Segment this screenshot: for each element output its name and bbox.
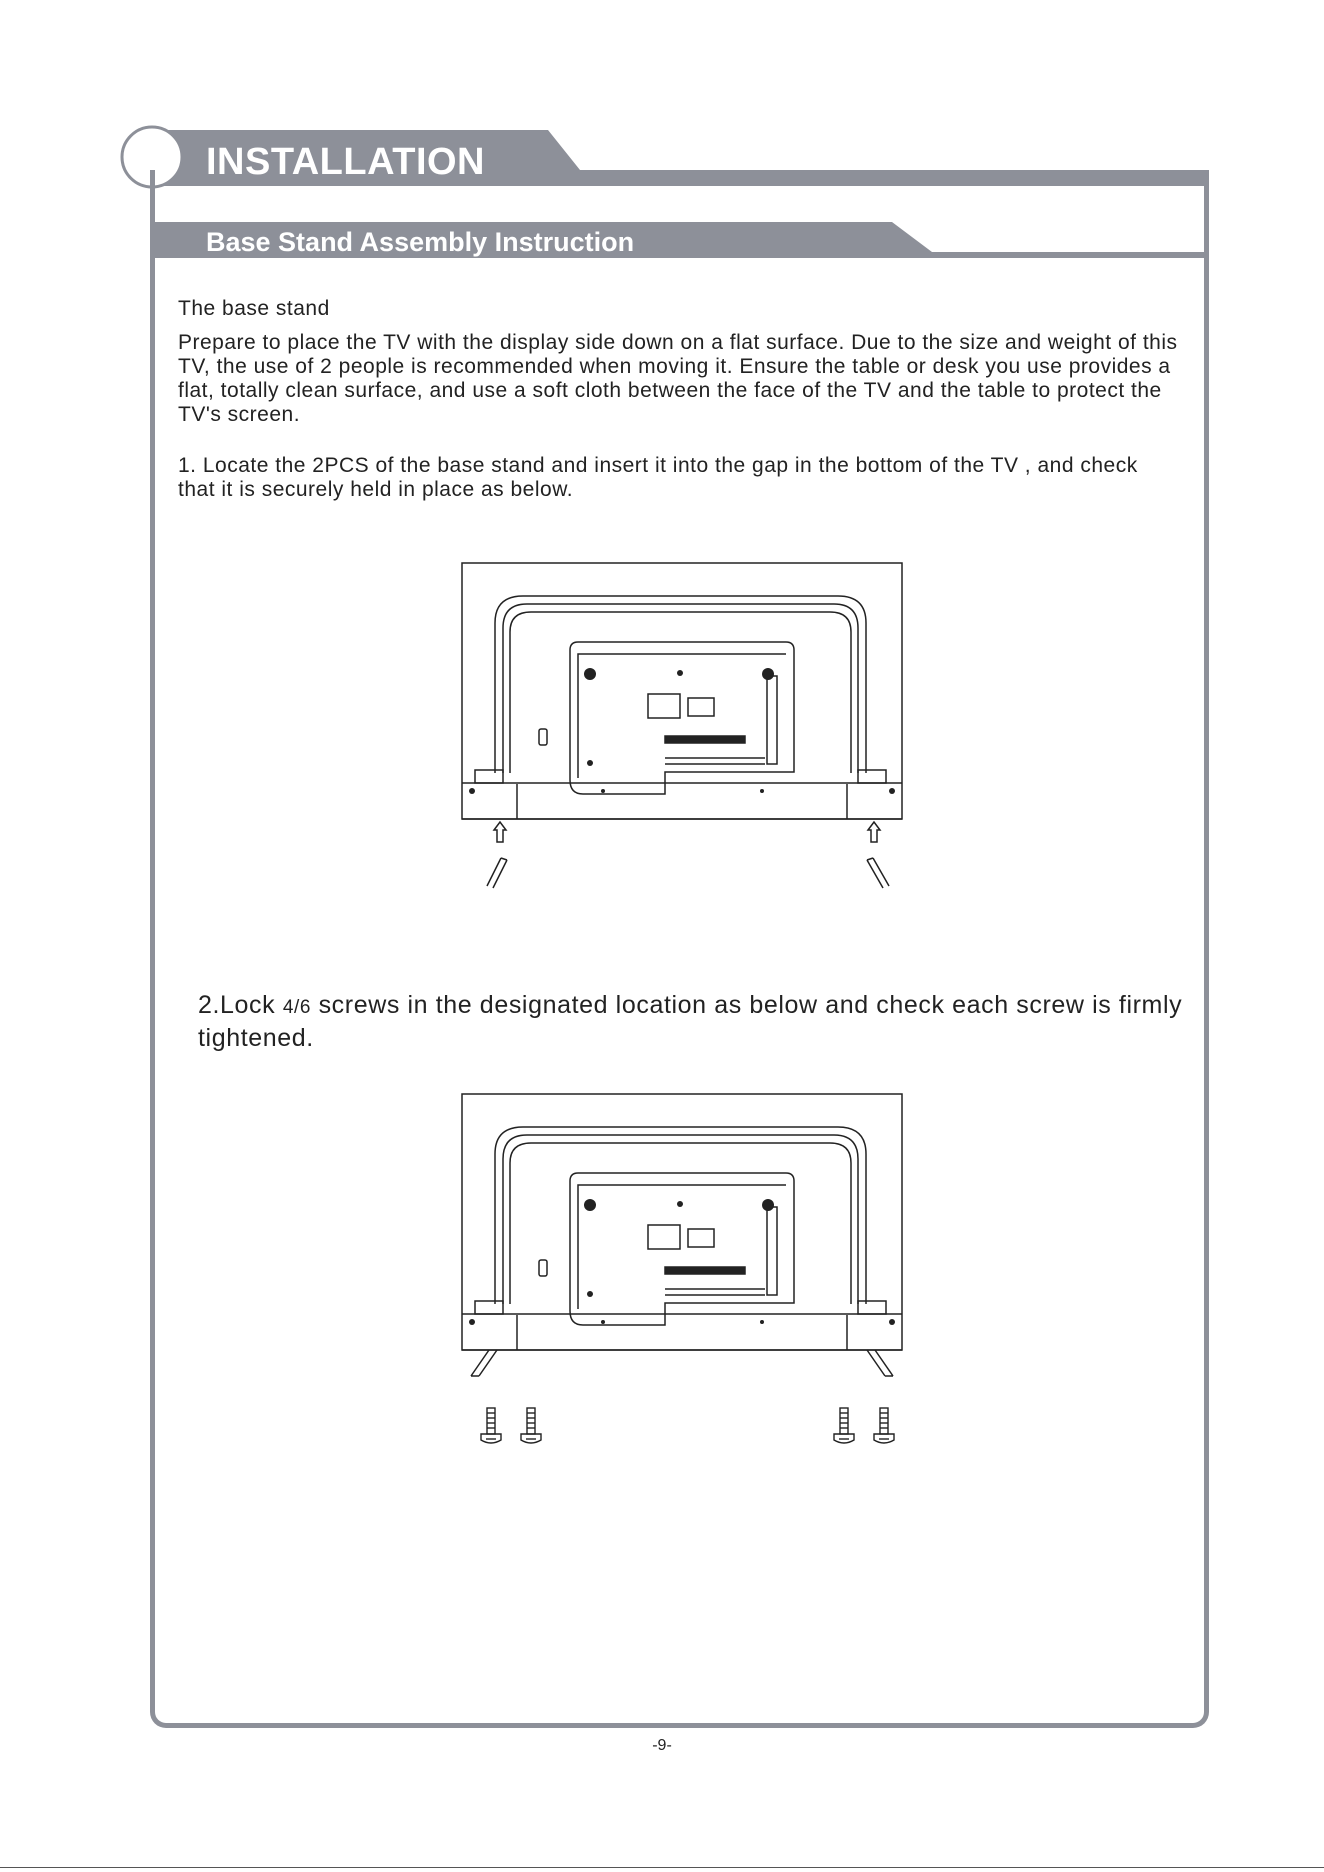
screw-count: 4/6 bbox=[282, 997, 312, 1018]
tv-back-figure-screws bbox=[455, 1080, 915, 1460]
prepare-paragraph: Prepare to place the TV with the display side down on a flat surface. Due to the size and weight of this TV, the use of 2 people is recommended when moving it. Ensure the table or desk you use provides a flat, totally clean surface, and use a soft cloth between the face of the TV and the table to protect the TV's screen. bbox=[178, 331, 1178, 426]
up-arrow-icon bbox=[494, 822, 880, 842]
screw-icon bbox=[481, 1408, 894, 1443]
step2-suffix: screws in the designated location as below and check each screw is firmly tightened. bbox=[198, 991, 1183, 1052]
step1-paragraph: 1. Locate the 2PCS of the base stand and insert it into the gap in the bottom of the TV , and check that it is securely held in place as below. bbox=[178, 454, 1138, 501]
step2-prefix: 2.Lock bbox=[198, 991, 283, 1019]
subsection-title: Base Stand Assembly Instruction bbox=[206, 227, 635, 257]
stand-heading: The base stand bbox=[178, 297, 330, 320]
section-title: INSTALLATION bbox=[206, 141, 485, 183]
tv-back-figure-insert bbox=[455, 558, 915, 898]
bottom-rule bbox=[0, 1867, 1324, 1868]
step2-paragraph bbox=[198, 990, 1198, 1053]
page-number: -9- bbox=[652, 1737, 672, 1754]
